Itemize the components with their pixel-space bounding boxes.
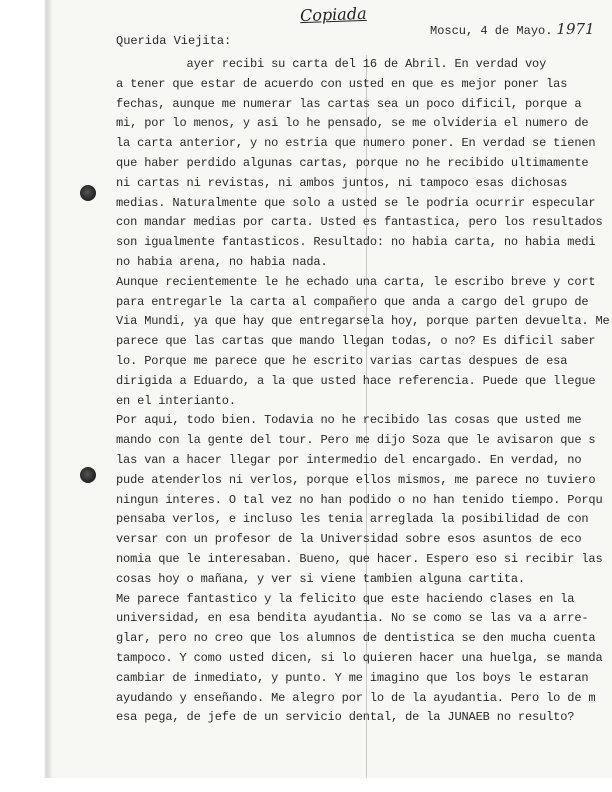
letter-line: con mandar medias por carta. Usted es fantastica, pero los resultados: [116, 215, 603, 230]
letter-line: cambiar de inmediato, y punto. Y me imagino que los boys le estaran: [116, 670, 589, 685]
letter-body: [116, 55, 612, 728]
scan-left-margin: [0, 0, 52, 792]
letter-line: para entregarle la carta al compañero que anda a cargo del grupo de: [116, 294, 589, 309]
letter-line: ningun interes. O tal vez no han podido o no han tenido tiempo. Porqu: [116, 492, 603, 507]
letter-line: esa pega, de jefe de un servicio dental, de la JUNAEB no resulto?: [116, 710, 575, 725]
letter-line: versar con un profesor de la Universidad sobre esos asuntos de eco: [116, 532, 582, 547]
letter-line: que haber perdido algunas cartas, porque no he recibido ultimamente: [116, 155, 589, 170]
date-line: [430, 20, 595, 38]
letter-line: cosas hoy o mañana, y ver si viene tambien alguna cartita.: [116, 571, 525, 586]
punch-hole-top: [80, 185, 96, 201]
punch-hole-bottom: [80, 467, 96, 483]
letter-line: parece que las cartas que mando llegan todas, o no? Es dificil saber: [116, 334, 596, 349]
letter-line: a tener que estar de acuerdo con usted en que es mejor poner las: [116, 76, 568, 91]
handwritten-annotation: Copiada: [299, 3, 367, 26]
letter-line: mando con la gente del tour. Pero me dijo Soza que le avisaron que s: [116, 433, 596, 448]
letter-line: la carta anterior, y no estria que numero poner. En verdad se tienen: [116, 136, 596, 151]
date-text: Moscu, 4 de Mayo.: [430, 24, 553, 38]
letter-line: lo. Porque me parece que he escrito varias cartas despues de esa: [116, 353, 568, 368]
letter-line: ayudando y enseñando. Me alegro por lo de la ayudantia. Pero lo de m: [116, 690, 596, 705]
letter-line: tampoco. Y como usted dicen, si lo quieren hacer una huelga, se manda: [116, 650, 603, 665]
letter-line: medias. Naturalmente que solo a usted se le podria ocurrir especular: [116, 195, 596, 210]
letter-line: dirigida a Eduardo, a la que usted hace referencia. Puede que llegue: [116, 373, 596, 388]
letter-line: pude atenderlos ni verlos, porque ellos mismos, me parece no tuviero: [116, 472, 596, 487]
letter-line: ayer recibi su carta del 16 de Abril. En verdad voy: [116, 57, 547, 71]
letter-line: nomia que le interesaban. Bueno, que hacer. Espero eso si recibir las: [116, 551, 603, 566]
letter-line: mi, por lo menos, y asi lo he pensado, se me olvideria el numero de: [116, 116, 589, 131]
letter-line: Me parece fantastico y la felicito que este haciendo clases en la: [116, 591, 575, 606]
letter-line: universidad, en esa bendita ayudantia. No se como se las va a arre-: [116, 611, 589, 626]
handwritten-year: 1971: [556, 20, 595, 38]
salutation: Querida Viejita:: [116, 34, 232, 48]
letter-line: en el interianto.: [116, 393, 236, 408]
letter-line: fechas, aunque me numerar las cartas sea un poco dificil, porque a: [116, 96, 582, 111]
letter-line: las van a hacer llegar por intermedio del encargado. En verdad, no: [116, 452, 582, 467]
letter-line: Por aqui, todo bien. Todavia no he recibido las cosas que usted me: [116, 413, 582, 428]
letter-line: Via Mundi, ya que hay que entregarsela hoy, porque parten devuelta. Me: [116, 314, 610, 329]
letter-line: glar, pero no creo que los alumnos de dentistica se den mucha cuenta: [116, 631, 596, 646]
letter-line: ni cartas ni revistas, ni ambos juntos, ni tampoco esas dichosas: [116, 175, 568, 190]
letter-line: pensaba verlos, e incluso les tenia arreglada la posibilidad de con: [116, 512, 589, 527]
letter-line: Aunque recientemente le he echado una carta, le escribo breve y cort: [116, 274, 596, 289]
scan-bottom-margin: [0, 778, 612, 792]
letter-line: no habia arena, no habia nada.: [116, 254, 328, 269]
letter-line: son igualmente fantasticos. Resultado: no habia carta, no habia medi: [116, 235, 596, 250]
